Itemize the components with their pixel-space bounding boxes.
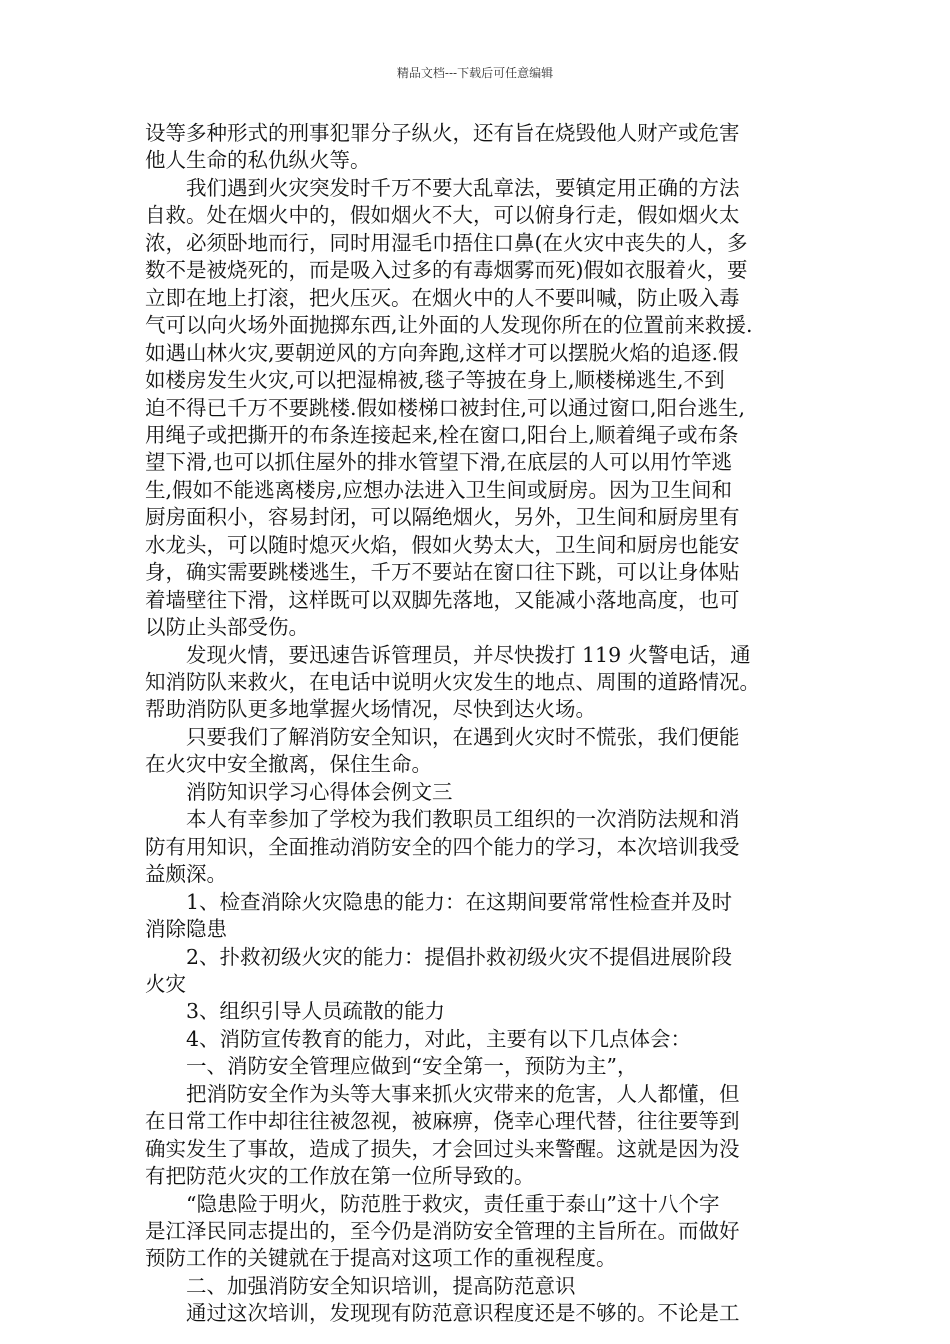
- text-line: 消防知识学习心得体会例文三: [145, 779, 453, 804]
- text-line: 1、检查消除火灾隐患的能力：在这期间要常常性检查并及时: [145, 889, 733, 914]
- text-line: 防有用知识，全面推动消防安全的四个能力的学习，本次培训我受: [145, 834, 740, 859]
- text-line: “隐患险于明火，防范胜于救灾，责任重于泰山”这十八个字: [145, 1191, 720, 1216]
- text-line: 望下滑,也可以抓住屋外的排水管望下滑,在底层的人可以用竹竿逃: [145, 450, 733, 475]
- text-line: 一、消防安全管理应做到“安全第一，预防为主”，: [145, 1054, 638, 1079]
- text-line: 通过这次培训，发现现有防范意识程度还是不够的。不论是工: [145, 1301, 740, 1326]
- text-line: 确实发生了事故，造成了损失，才会回过头来警醒。这就是因为没: [145, 1136, 740, 1161]
- text-line: 身，确实需要跳楼逃生，千万不要站在窗口往下跳，可以让身体贴: [145, 560, 740, 585]
- text-line: 我们遇到火灾突发时千万不要大乱章法，要镇定用正确的方法: [145, 175, 740, 200]
- text-line: 消除隐患: [145, 917, 227, 942]
- text-line: 益颇深。: [145, 862, 227, 887]
- text-line: 在日常工作中却往往被忽视，被麻痹，侥幸心理代替，往往要等到: [145, 1109, 740, 1134]
- text-line: 着墙壁往下滑，这样既可以双脚先落地，又能减小落地高度，也可: [145, 587, 740, 612]
- text-line: 知消防队来救火，在电话中说明火灾发生的地点、周围的道路情况。: [145, 670, 760, 694]
- text-line: 他人生命的私仇纵火等。: [145, 148, 371, 173]
- text-line: 厨房面积小，容易封闭，可以隔绝烟火，另外，卫生间和厨房里有: [145, 505, 740, 530]
- text-line: 生,假如不能逃离楼房,应想办法进入卫生间或厨房。因为卫生间和: [145, 477, 733, 502]
- text-line: 二、加强消防安全知识培训，提高防范意识: [145, 1273, 576, 1298]
- text-line: 以防止头部受伤。: [145, 615, 309, 640]
- text-line: 数不是被烧死的，而是吸入过多的有毒烟雾而死)假如衣服着火，要: [145, 258, 748, 283]
- text-line: 是江泽民同志提出的，至今仍是消防安全管理的主旨所在。而做好: [145, 1219, 740, 1243]
- text-line: 预防工作的关键就在于提高对这项工作的重视程度。: [145, 1246, 617, 1271]
- text-line: 有把防范火灾的工作放在第一位所导致的。: [145, 1164, 535, 1189]
- text-line: 把消防安全作为头等大事来抓火灾带来的危害，人人都懂，但: [145, 1081, 740, 1106]
- text-line: 立即在地上打滚，把火压灭。在烟火中的人不要叫喊，防止吸入毒: [145, 285, 740, 310]
- text-line: 本人有幸参加了学校为我们教职员工组织的一次消防法规和消: [145, 807, 740, 832]
- text-line: 帮助消防队更多地掌握火场情况，尽快到达火场。: [145, 697, 596, 722]
- text-line: 气可以向火场外面抛掷东西,让外面的人发现你所在的位置前来救援.: [145, 313, 753, 338]
- text-line: 发现火情，要迅速告诉管理员，并尽快拨打 119 火警电话，通: [145, 642, 751, 667]
- text-line: 用绳子或把撕开的布条连接起来,栓在窗口,阳台上,顺着绳子或布条: [145, 422, 739, 447]
- text-line: 浓，必须卧地而行，同时用湿毛巾捂住口鼻(在火灾中丧失的人，多: [145, 230, 748, 255]
- text-line: 设等多种形式的刑事犯罪分子纵火，还有旨在烧毁他人财产或危害: [145, 121, 740, 145]
- text-line: 2、扑救初级火灾的能力：提倡扑救初级火灾不提倡进展阶段: [145, 944, 733, 969]
- text-line: 火灾: [145, 971, 186, 996]
- text-line: 水龙头，可以随时熄灭火焰，假如火势太大，卫生间和厨房也能安: [145, 532, 740, 557]
- text-line: 只要我们了解消防安全知识，在遇到火灾时不慌张，我们便能: [145, 724, 740, 749]
- text-line: 迫不得已千万不要跳楼.假如楼梯口被封住,可以通过窗口,阳台逃生,: [145, 395, 746, 420]
- text-line: 如遇山林火灾,要朝逆风的方向奔跑,这样才可以摆脱火焰的追逐.假: [145, 340, 739, 365]
- text-line: 4、消防宣传教育的能力，对此，主要有以下几点体会：: [145, 1026, 692, 1051]
- text-line: 如楼房发生火灾,可以把湿棉被,毯子等披在身上,顺楼梯逃生,不到: [145, 368, 725, 393]
- page-header: 精品文档---下载后可任意编辑: [396, 66, 554, 80]
- text-line: 3、组织引导人员疏散的能力: [145, 999, 446, 1024]
- text-line: 在火灾中安全撤离，保住生命。: [145, 752, 432, 777]
- text-line: 自救。处在烟火中的，假如烟火不大，可以俯身行走，假如烟火太: [145, 203, 740, 228]
